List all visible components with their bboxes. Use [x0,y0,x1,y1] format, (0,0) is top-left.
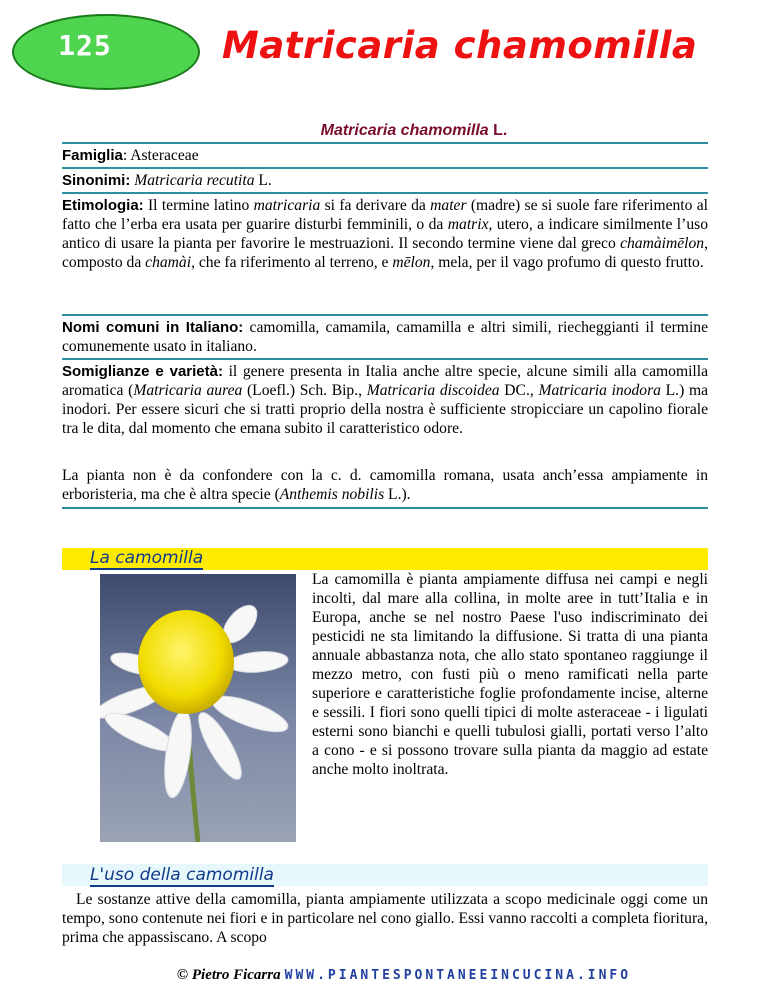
famiglia-row: Famiglia: Asteraceae [62,147,199,164]
uso-paragraph: Le sostanze attive della camomilla, pianta ampiamente utilizzata a scopo medicinale oggi come un tempo, sono contenute nei fiori e in particolare nel cono giallo. Essi vanno raccolti a completa fioritura, prima che appassiscano. A scopo [62,891,708,946]
page-number: 125 [58,28,112,62]
camomilla-description: La camomilla è pianta ampiamente diffusa nei campi e negli incolti, dal mare alla collina, in molte aree in tutt’Italia e in Europa, anche se nel nostro Paese l'uso indiscriminato dei pesticidi ne sta limitando la diffusione. Si tratta di una pianta annuale abbastanza nota, che allo stato spontaneo raggiunge il mezzo metro, con fusti più o meno ramificati nella parte superiore e caratteristiche foglie profondamente incise, alterne e sessili. I fiori sono quelli tipici di molte asteraceae - i ligulati esterni sono bianchi e quelli tubulosi gialli, portati verso l’alto a cono - e si possono trovare sulla pianta da maggio ad estate anche molto inoltrata. [312,571,708,778]
divider [62,167,708,169]
website-link[interactable]: WWW.PIANTESPONTANEEINCUCINA.INFO [284,968,632,983]
section-title-uso: L'uso della camomilla [90,865,274,885]
divider [62,358,708,360]
etimologia-paragraph: Etimologia: Il termine latino matricaria si fa derivare da mater (madre) se si suole fare riferimento al fatto che l’erba era usata per guarire disturbi femminili, o da matrix, utero, a indicare similmente l’uso antico di usare la pianta per favorire le mestruazioni. Il secondo termine viene dal greco chamàimēlon, composto da chamài, che fa riferimento al terreno, e mēlon, mela, per il vago profumo di questo frutto. [62,197,708,271]
footer [0,966,768,984]
divider [62,507,708,509]
section-title-camomilla: La camomilla [90,548,204,568]
page-number-badge [12,14,200,90]
romana-paragraph: La pianta non è da confondere con la c. d. camomilla romana, usata anch’essa ampiamente in erboristeria, ma che è altra specie (Anthemis nobilis L.). [62,467,708,503]
copyright: © Pietro Ficarra [176,967,281,983]
nomi-comuni-paragraph: Nomi comuni in Italiano: camomilla, camamila, camamilla e altri simili, riecheggianti il termine comunemente usato in italiano. [62,319,708,355]
sinonimi-row: Sinonimi: Matricaria recutita L. [62,172,272,189]
page-title: Matricaria chamomilla [222,24,698,67]
divider [62,314,708,316]
divider [62,192,708,194]
chamomile-flower-photo [100,574,296,842]
somiglianze-paragraph: Somiglianze e varietà: il genere presenta in Italia anche altre specie, alcune simili alla camomilla aromatica (Matricaria aurea (Loefl.) Sch. Bip., Matricaria discoidea DC., Matricaria inodora L.) ma inodori. Per essere sicuri che si tratti proprio della nostra è sufficiente stropicciare un capolino fiorale tra le dita, dal momento che emana subito il caratteristico odore. [62,363,709,437]
divider [62,142,708,144]
flower-illustration [100,574,296,842]
species-subtitle: Matricaria chamomilla L. [320,122,508,139]
